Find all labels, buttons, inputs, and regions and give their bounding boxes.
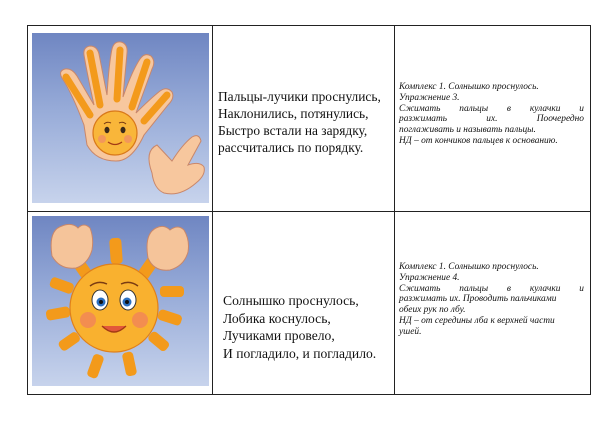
poem-text [218,88,390,156]
sun-face-picture-icon [32,216,209,386]
exercise-number: Упражнение 3. [399,92,460,103]
poem-line: Наклонились, потянулись, [218,106,369,121]
poem-line: рассчитались по порядку. [218,140,364,155]
exercise-description [399,262,584,338]
exercise-description [399,82,584,147]
instruction-line: разжимать их. Поочередно [399,114,584,125]
table-row [28,212,590,394]
direction-note: ушей. [399,326,422,337]
table-row [28,26,590,212]
image-cell [28,26,213,211]
poem-line: Лобика коснулось, [223,310,331,326]
poem-line: Лучиками провело, [223,328,335,343]
poem-cell [213,212,395,394]
instruction-line: обеих рук по лбу. [399,305,466,316]
direction-note: НД – от середины лба к верхней части [399,315,555,326]
instruction-line: разжимать их. Проводить пальчиками [399,294,557,305]
poem-line: И погладило, и погладило. [223,345,377,361]
poem-line: Быстро встали на зарядку, [218,123,368,138]
direction-note: НД – от кончиков пальцев к основанию. [399,135,558,146]
sun-hand-picture-icon [32,33,209,203]
instruction-line: Сжимать пальцы в кулачки и [399,103,584,114]
complex-title: Комплекс 1. Солнышко проснулось. [399,82,539,92]
poem-line: Солнышко проснулось, [223,293,359,308]
poem-line: Пальцы-лучики проснулись, [218,89,381,104]
poem-text [223,292,390,362]
exercise-table [27,25,591,395]
exercise-number: Упражнение 4. [399,272,460,283]
description-cell [395,212,590,394]
instruction-line: поглаживать и называть пальцы. [399,125,536,136]
image-cell [28,212,213,394]
instruction-line: Сжимать пальцы в кулачки и [399,283,584,294]
complex-title: Комплекс 1. Солнышко проснулось. [399,262,539,272]
poem-cell [213,26,395,211]
description-cell [395,26,590,211]
